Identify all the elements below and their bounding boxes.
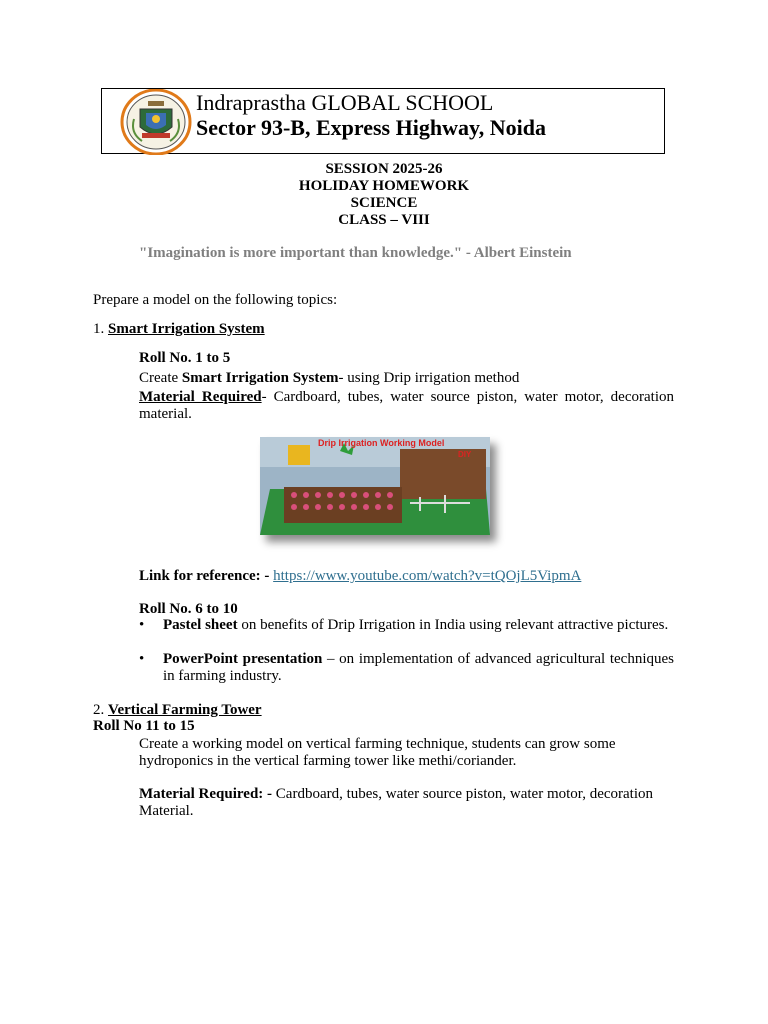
drip-irrigation-model-image (260, 437, 490, 535)
create-rest: - using Drip irrigation method (338, 370, 520, 386)
bullet-item-1 (163, 617, 674, 634)
topic-2-title: Vertical Farming Tower (108, 702, 262, 718)
bullet-dot: • (139, 617, 145, 633)
material-paragraph-1 (139, 389, 674, 423)
school-address: Sector 93-B, Express Highway, Noida (196, 115, 546, 140)
bullet-2-text: – on implementation of advanced agricultural techniques in farming industry. (163, 651, 674, 684)
reference-line (139, 568, 581, 585)
link-label: Link for reference: - (139, 568, 270, 584)
roll-range-2: Roll No. 6 to 10 (139, 601, 238, 617)
topic-2-heading (93, 702, 262, 719)
material-sep-2: : - (258, 786, 273, 802)
bullet-dot: • (139, 651, 145, 667)
reference-link[interactable]: https://www.youtube.com/watch?v=tQOjL5VipmA (273, 568, 582, 584)
topic-1-title: Smart Irrigation System (108, 321, 265, 337)
bullet-item-2 (163, 651, 674, 685)
material-label-1: Material Required (139, 389, 262, 405)
school-name: Indraprastha GLOBAL SCHOOL (196, 90, 494, 115)
school-header (101, 88, 665, 154)
create-bold: Smart Irrigation System (181, 370, 339, 386)
roll-range-3: Roll No 11 to 15 (93, 718, 195, 734)
material-text-2: Cardboard, tubes, water source piston, water motor, decoration Material. (139, 786, 653, 819)
title-block (0, 161, 768, 229)
create-line (139, 370, 519, 387)
material-paragraph-2 (139, 786, 674, 820)
class-title: CLASS – VIII (338, 212, 430, 228)
bullet-2-bold: PowerPoint presentation (163, 651, 323, 667)
topic-2-description: Create a working model on vertical farming technique, students can grow some hydroponics in the vertical farming tower like methi/coriander. (139, 736, 616, 769)
topic-1-number: 1. (93, 321, 105, 337)
quote: "Imagination is more important than knowledge." - Albert Einstein (139, 245, 572, 261)
material-text-1: - Cardboard, tubes, water source piston, water motor, decoration material. (139, 389, 674, 422)
topic-1-heading (93, 321, 265, 338)
session-title: SESSION 2025-26 (325, 161, 443, 177)
homework-title: HOLIDAY HOMEWORK (298, 178, 470, 194)
topic-2-number: 2. (93, 702, 105, 718)
image-tag: DIY (458, 450, 472, 459)
intro-text: Prepare a model on the following topics: (93, 292, 338, 308)
image-caption: Drip Irrigation Working Model (318, 438, 445, 448)
school-crest-icon (120, 89, 192, 155)
roll-range-1: Roll No. 1 to 5 (139, 350, 231, 366)
create-prefix: Create (139, 370, 179, 386)
material-label-2: Material Required (139, 786, 259, 802)
bullet-1-bold: Pastel sheet (163, 617, 238, 633)
bullet-1-text: on benefits of Drip Irrigation in India using relevant attractive pictures. (241, 617, 669, 633)
subject-title: SCIENCE (350, 195, 418, 211)
